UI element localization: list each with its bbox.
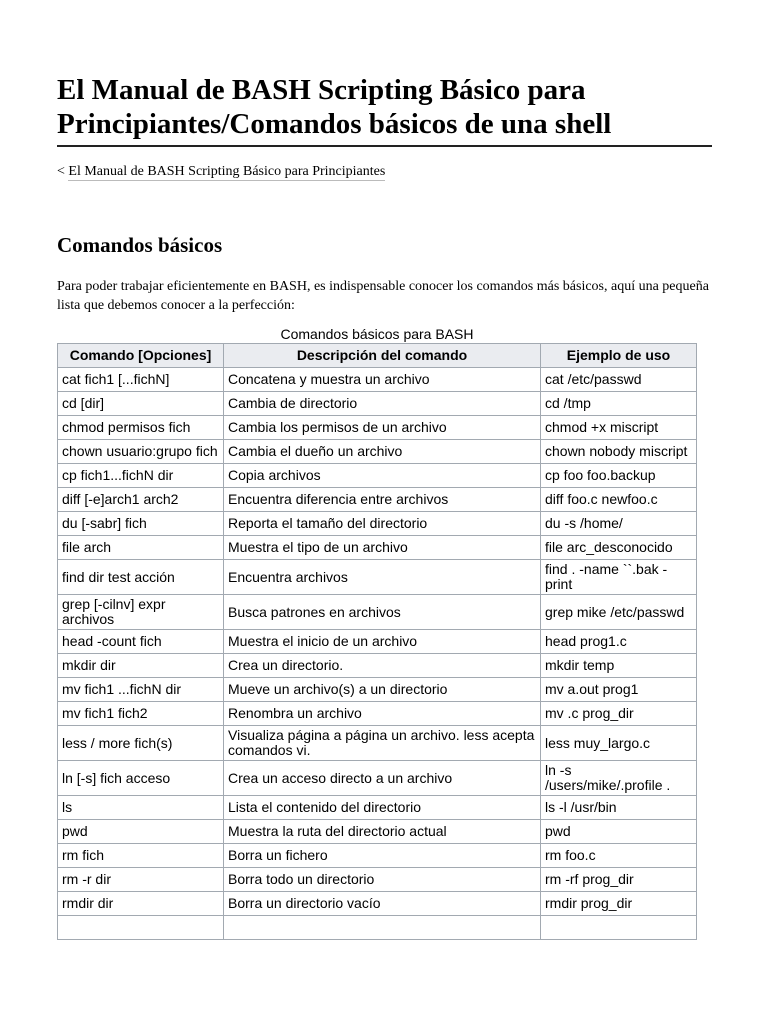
table-row bbox=[58, 892, 697, 916]
table-row bbox=[58, 796, 697, 820]
command-cell: mkdir dir bbox=[58, 654, 224, 678]
command-cell: rm fich bbox=[58, 844, 224, 868]
command-cell: mv fich1 fich2 bbox=[58, 702, 224, 726]
table-row bbox=[58, 368, 697, 392]
breadcrumb-link[interactable]: El Manual de BASH Scripting Básico para Principiantes bbox=[68, 164, 386, 179]
example-cell: rm -rf prog_dir bbox=[541, 868, 697, 892]
example-cell: ln -s /users/mike/.profile . bbox=[541, 761, 697, 796]
example-cell: chown nobody miscript bbox=[541, 440, 697, 464]
table-row bbox=[58, 440, 697, 464]
command-cell: cd [dir] bbox=[58, 392, 224, 416]
table-row bbox=[58, 536, 697, 560]
description-cell: Crea un acceso directo a un archivo bbox=[224, 761, 541, 796]
table-row bbox=[58, 868, 697, 892]
table-row bbox=[58, 844, 697, 868]
command-cell bbox=[58, 916, 224, 940]
example-cell: cd /tmp bbox=[541, 392, 697, 416]
example-cell: cp foo foo.backup bbox=[541, 464, 697, 488]
table-header-row bbox=[58, 344, 697, 368]
table-row bbox=[58, 630, 697, 654]
description-cell: Copia archivos bbox=[224, 464, 541, 488]
command-cell: rm -r dir bbox=[58, 868, 224, 892]
description-cell: Concatena y muestra un archivo bbox=[224, 368, 541, 392]
example-cell: cat /etc/passwd bbox=[541, 368, 697, 392]
description-cell: Muestra el tipo de un archivo bbox=[224, 536, 541, 560]
description-cell: Borra todo un directorio bbox=[224, 868, 541, 892]
table-row bbox=[58, 916, 697, 940]
table-row bbox=[58, 595, 697, 630]
example-cell: mkdir temp bbox=[541, 654, 697, 678]
table-row bbox=[58, 512, 697, 536]
command-cell: file arch bbox=[58, 536, 224, 560]
intro-paragraph: Para poder trabajar eficientemente en BASH, es indispensable conocer los comandos más básicos, aquí una pequeña lista que debemos conocer a la perfección: bbox=[57, 279, 709, 313]
table-row bbox=[58, 761, 697, 796]
example-cell: grep mike /etc/passwd bbox=[541, 595, 697, 630]
example-cell: rm foo.c bbox=[541, 844, 697, 868]
command-cell: rmdir dir bbox=[58, 892, 224, 916]
command-cell: chown usuario:grupo fich bbox=[58, 440, 224, 464]
table-row bbox=[58, 416, 697, 440]
command-cell: grep [-cilnv] expr archivos bbox=[58, 595, 224, 630]
header-example: Ejemplo de uso bbox=[541, 344, 697, 368]
example-cell bbox=[541, 916, 697, 940]
command-cell: find dir test acción bbox=[58, 560, 224, 595]
table-row bbox=[58, 560, 697, 595]
description-cell: Visualiza página a página un archivo. less acepta comandos vi. bbox=[224, 726, 541, 761]
description-cell: Encuentra archivos bbox=[224, 560, 541, 595]
table-row bbox=[58, 654, 697, 678]
command-cell: diff [-e]arch1 arch2 bbox=[58, 488, 224, 512]
table-body bbox=[58, 368, 697, 940]
command-cell: du [-sabr] fich bbox=[58, 512, 224, 536]
breadcrumb-arrow: < bbox=[57, 164, 65, 179]
example-cell: file arc_desconocido bbox=[541, 536, 697, 560]
command-cell: head -count fich bbox=[58, 630, 224, 654]
description-cell: Lista el contenido del directorio bbox=[224, 796, 541, 820]
example-cell: chmod +x miscript bbox=[541, 416, 697, 440]
description-cell: Muestra el inicio de un archivo bbox=[224, 630, 541, 654]
example-cell: mv .c prog_dir bbox=[541, 702, 697, 726]
command-cell: pwd bbox=[58, 820, 224, 844]
section-heading: Comandos básicos bbox=[57, 233, 223, 257]
example-cell: ls -l /usr/bin bbox=[541, 796, 697, 820]
description-cell: Renombra un archivo bbox=[224, 702, 541, 726]
command-cell: cat fich1 [...fichN] bbox=[58, 368, 224, 392]
description-cell: Borra un directorio vacío bbox=[224, 892, 541, 916]
table-row bbox=[58, 726, 697, 761]
header-command: Comando [Opciones] bbox=[58, 344, 224, 368]
table-row bbox=[58, 488, 697, 512]
description-cell: Cambia de directorio bbox=[224, 392, 541, 416]
table-row bbox=[58, 392, 697, 416]
example-cell: du -s /home/ bbox=[541, 512, 697, 536]
command-cell: ls bbox=[58, 796, 224, 820]
example-cell: head prog1.c bbox=[541, 630, 697, 654]
description-cell: Cambia los permisos de un archivo bbox=[224, 416, 541, 440]
command-cell: less / more fich(s) bbox=[58, 726, 224, 761]
example-cell: pwd bbox=[541, 820, 697, 844]
table-row bbox=[58, 678, 697, 702]
header-description: Descripción del comando bbox=[224, 344, 541, 368]
description-cell: Crea un directorio. bbox=[224, 654, 541, 678]
table-row bbox=[58, 464, 697, 488]
command-cell: chmod permisos fich bbox=[58, 416, 224, 440]
table-row bbox=[58, 702, 697, 726]
example-cell: mv a.out prog1 bbox=[541, 678, 697, 702]
description-cell: Cambia el dueño un archivo bbox=[224, 440, 541, 464]
example-cell: rmdir prog_dir bbox=[541, 892, 697, 916]
breadcrumb bbox=[57, 164, 385, 180]
command-cell: cp fich1...fichN dir bbox=[58, 464, 224, 488]
page-title: El Manual de BASH Scripting Básico para Principiantes/Comandos básicos de una shell bbox=[57, 73, 712, 147]
description-cell: Encuentra diferencia entre archivos bbox=[224, 488, 541, 512]
example-cell: diff foo.c newfoo.c bbox=[541, 488, 697, 512]
table-caption: Comandos básicos para BASH bbox=[280, 326, 474, 342]
table-row bbox=[58, 820, 697, 844]
example-cell: less muy_largo.c bbox=[541, 726, 697, 761]
command-cell: ln [-s] fich acceso bbox=[58, 761, 224, 796]
description-cell bbox=[224, 916, 541, 940]
description-cell: Reporta el tamaño del directorio bbox=[224, 512, 541, 536]
commands-table bbox=[57, 343, 697, 940]
description-cell: Muestra la ruta del directorio actual bbox=[224, 820, 541, 844]
example-cell: find . -name ``.bak -print bbox=[541, 560, 697, 595]
description-cell: Borra un fichero bbox=[224, 844, 541, 868]
command-cell: mv fich1 ...fichN dir bbox=[58, 678, 224, 702]
description-cell: Busca patrones en archivos bbox=[224, 595, 541, 630]
description-cell: Mueve un archivo(s) a un directorio bbox=[224, 678, 541, 702]
